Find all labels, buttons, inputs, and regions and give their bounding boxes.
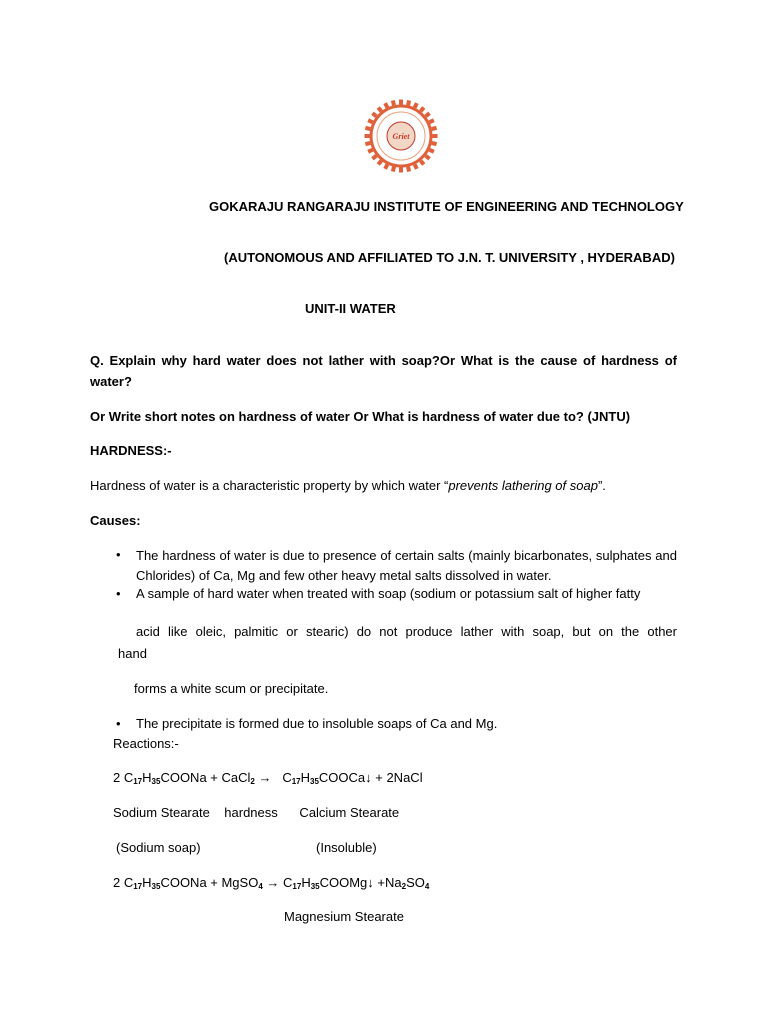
down-arrow-icon: ↓ [365, 770, 372, 785]
reactions-heading: Reactions:- [113, 736, 179, 751]
reaction-1-label-insoluble: (Insoluble) [316, 840, 377, 855]
gear-tooth [406, 100, 411, 106]
gear-tooth [431, 126, 437, 131]
gear-tooth [433, 134, 438, 138]
cause-bullet-2-line-4: forms a white scum or precipitate. [134, 681, 329, 696]
arrow-icon: → [254, 770, 276, 785]
gear-tooth [406, 166, 411, 172]
institute-name: GOKARAJU RANGARAJU INSTITUTE OF ENGINEERING AND TECHNOLOGY [209, 199, 684, 214]
question-1: Q. Explain why hard water does not lather with soap?Or What is the cause of hardness of water? [90, 353, 677, 389]
cause-bullet-1: The hardness of water is due to presence of certain salts (mainly bicarbonates, sulphates and Chlorides) of Ca, Mg and few other heavy metal salts dissolved in water. [136, 548, 677, 583]
cause-bullet-2-line-2: acid like oleic, palmitic or stearic) do not produce lather with soap, but on the other [136, 624, 677, 639]
question-2: Or Write short notes on hardness of water Or What is hardness of water due to? (JNTU) [90, 409, 631, 424]
logo-text: Griet [392, 132, 410, 141]
arrow-icon: → [262, 875, 284, 890]
gear-tooth [365, 134, 370, 138]
gear-tooth [399, 168, 403, 173]
cause-bullet-2-line-1: A sample of hard water when treated with soap (sodium or potassium salt of higher fatty [136, 586, 641, 601]
hardness-heading: HARDNESS:- [90, 443, 172, 458]
affiliation: (AUTONOMOUS AND AFFILIATED TO J.N. T. UNIVERSITY , HYDERABAD) [224, 250, 675, 265]
gear-tooth [365, 141, 371, 146]
definition-emphasis: prevents lathering of soap [448, 478, 598, 493]
reaction-1-label-sodium-soap: (Sodium soap) [116, 840, 201, 855]
gear-tooth [391, 166, 396, 172]
gear-tooth [399, 100, 403, 105]
down-arrow-icon: ↓ [367, 875, 374, 890]
cause-bullet-2-line-3: hand [118, 646, 147, 661]
bullet-icon: • [116, 547, 121, 562]
gear-tooth [391, 100, 396, 106]
bullet-icon: • [116, 586, 121, 601]
gear-tooth [431, 141, 437, 146]
gear-tooth [365, 126, 371, 131]
reaction-2: 2 $C_{17}H_{35}COONa$ + MgSO$_4$ → $C_{17}H_{35}COOMg↓ +Na_2SO_4$ [113, 875, 430, 891]
reaction-2-label: Magnesium Stearate [284, 909, 404, 924]
cause-bullet-3: The precipitate is formed due to insoluble soaps of Ca and Mg. [136, 716, 498, 731]
causes-heading: Causes: [90, 513, 141, 528]
bullet-icon: • [116, 716, 121, 731]
college-seal-icon [356, 96, 446, 176]
reaction-1-labels: Sodium Stearate hardness Calcium Stearate [113, 805, 400, 820]
reaction-1: 2 $C_{17}H_{35}COONa$ + CaCl$_2$ → $C_{17}H_{35}COOCa↓$ + 2NaCl [113, 770, 423, 786]
unit-title: UNIT-II WATER [305, 301, 396, 316]
hardness-definition: Hardness of water is a characteristic property by which water “prevents lathering of soap”. [90, 478, 606, 493]
